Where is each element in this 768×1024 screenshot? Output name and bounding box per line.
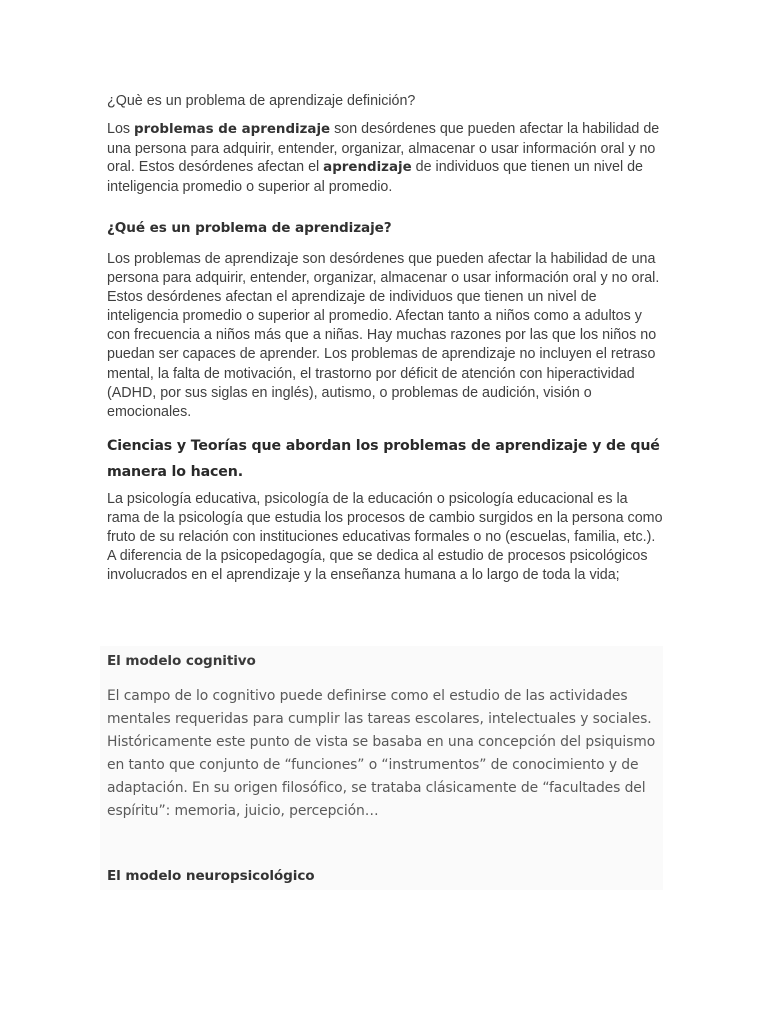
heading-what-is: ¿Qué es un problema de aprendizaje?: [107, 220, 392, 236]
paragraph-educational-psychology: La psicología educativa, psicología de la educación o psicología educacional es la rama de la psicología que estudia los procesos de cambio surgidos en la persona como fruto de su relación con instituciones educativas formales o no (escuelas, familia, etc.). A diferencia de la psicopedagogía, que se dedica al estudio de procesos psicológicos involucrados en el aprendizaje y la enseñanza humana a lo largo de toda la vida;: [107, 491, 663, 584]
paragraph-what-is: Los problemas de aprendizaje son desórdenes que pueden afectar la habilidad de una persona para adquirir, entender, organizar, almacenar o usar información oral y no oral. Estos desórdenes afectan el aprendizaje de individuos que tienen un nivel de inteligencia promedio o superior al promedio. Afectan tanto a niños como a adultos y con frecuencia a niños más que a niñas. Hay muchas razones por las que los niños no puedan ser capaces de aprender. Los problemas de aprendizaje no incluyen el retraso mental, la falta de motivación, el trastorno por déficit de atención con hiperactividad (ADHD, por sus siglas en inglés), autismo, o problemas de audición, visión o emocionales.: [107, 251, 660, 420]
heading-cognitive-model: El modelo cognitivo: [107, 653, 256, 669]
heading-sciences-theories: Ciencias y Teorías que abordan los problemas de aprendizaje y de qué manera lo hacen.: [107, 438, 660, 480]
paragraph-definition-text-2: son desórdenes que pueden afectar la habilidad de una persona para adquirir, entender, organizar, almacenar o usar información oral y no oral. Estos desórdenes afectan el: [107, 121, 660, 176]
paragraph-cognitive-model: El campo de lo cognitivo puede definirse como el estudio de las actividades mentales requeridas para cumplir las tareas escolares, intelectuales y sociales. Históricamente este punto de vista se basaba en una concepción del psiquismo en tanto que conjunto de “funciones” o “instrumentos” de conocimiento y de adaptación. En su origen filosófico, se trataba clásicamente de “facultades del espíritu”: memoria, juicio, percepción…: [107, 688, 656, 819]
paragraph-definition: [107, 120, 662, 196]
paragraph-definition-bold-2: aprendizaje: [323, 160, 412, 176]
paragraph-definition-text-3: de individuos que tienen un nivel de inteligencia promedio o superior al promedio.: [107, 159, 644, 195]
question-definition: ¿Què es un problema de aprendizaje definición?: [107, 93, 416, 109]
heading-neuropsychological-model: El modelo neuropsicológico: [107, 868, 315, 884]
paragraph-definition-text-1: Los: [107, 121, 135, 137]
paragraph-definition-bold-1: problemas de aprendizaje: [134, 122, 331, 137]
